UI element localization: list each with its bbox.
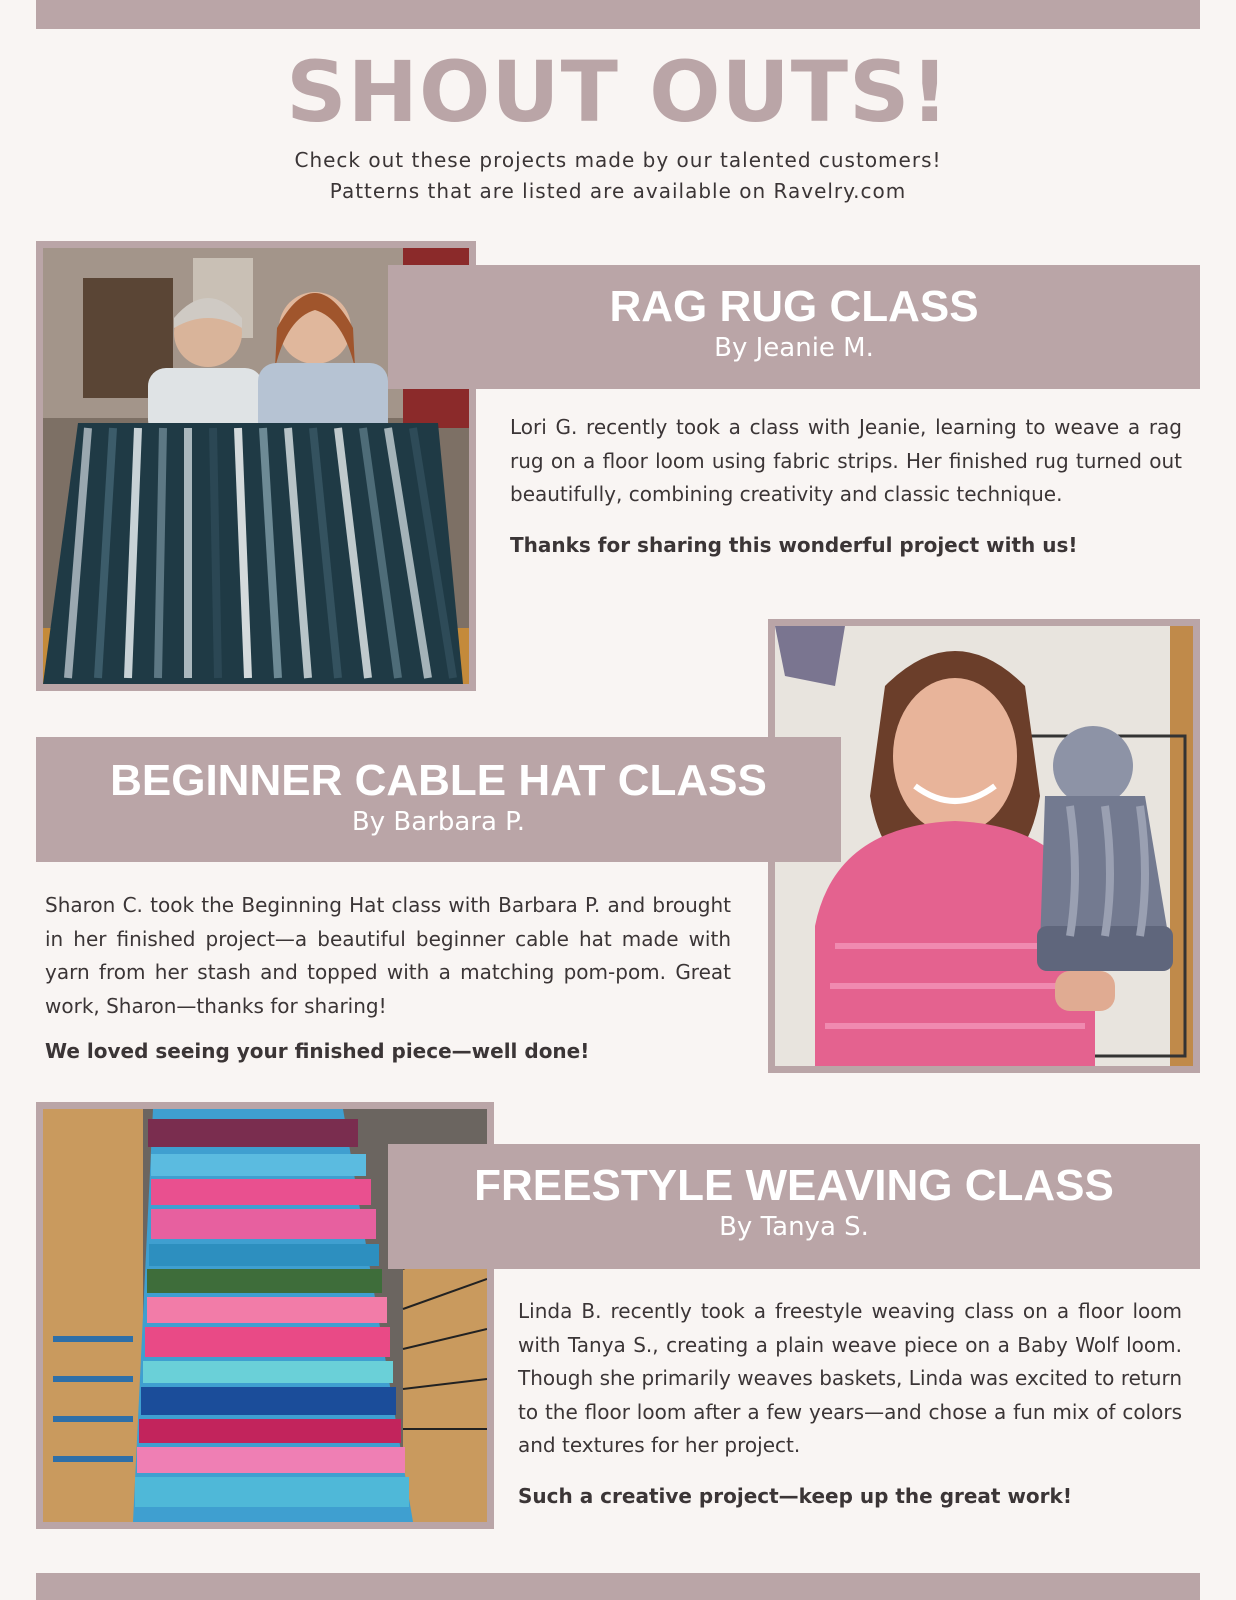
rag-rug-title: RAG RUG CLASS xyxy=(609,282,979,331)
intro-text xyxy=(0,145,1236,207)
freestyle-weaving-body: Linda B. recently took a freestyle weaving class on a floor loom with Tanya S., creating a plain weave piece on a Baby Wolf loom. Though she primarily weaves baskets, Linda was excited to return to the floor loom after a few years—and chose a fun mix of colors and textures for her project. xyxy=(518,1299,1182,1457)
rag-rug-banner xyxy=(388,265,1200,389)
page-title: SHOUT OUTS! xyxy=(286,43,950,141)
freestyle-weaving-byline: By Tanya S. xyxy=(719,1212,869,1242)
rag-rug-body: Lori G. recently took a class with Jeanie, learning to weave a rag rug on a floor loom using fabric strips. Her finished rug turned out beautifully, combining creativity and classic technique. xyxy=(510,415,1182,506)
intro-line-1: Check out these projects made by our talented customers! xyxy=(294,148,942,172)
top-border-bar xyxy=(36,0,1200,29)
bottom-border-bar xyxy=(36,1573,1200,1600)
cable-hat-byline: By Barbara P. xyxy=(351,807,526,837)
rag-rug-closing: Thanks for sharing this wonderful project with us! xyxy=(510,533,1078,557)
freestyle-weaving-banner xyxy=(388,1144,1200,1269)
cable-hat-body: Sharon C. took the Beginning Hat class with Barbara P. and brought in her finished project—a beautiful beginner cable hat made with yarn from her stash and topped with a matching pom-pom. Great work, Sharon—thanks for sharing! xyxy=(45,893,731,1018)
intro-line-2: Patterns that are listed are available on Ravelry.com xyxy=(329,179,907,203)
cable-hat-closing: We loved seeing your finished piece—well done! xyxy=(45,1039,590,1063)
freestyle-weaving-closing: Such a creative project—keep up the great work! xyxy=(518,1484,1072,1508)
cable-hat-banner xyxy=(36,737,841,862)
freestyle-weaving-title: FREESTYLE WEAVING CLASS xyxy=(474,1161,1114,1210)
cable-hat-title: BEGINNER CABLE HAT CLASS xyxy=(110,756,767,805)
rag-rug-byline: By Jeanie M. xyxy=(714,333,874,363)
